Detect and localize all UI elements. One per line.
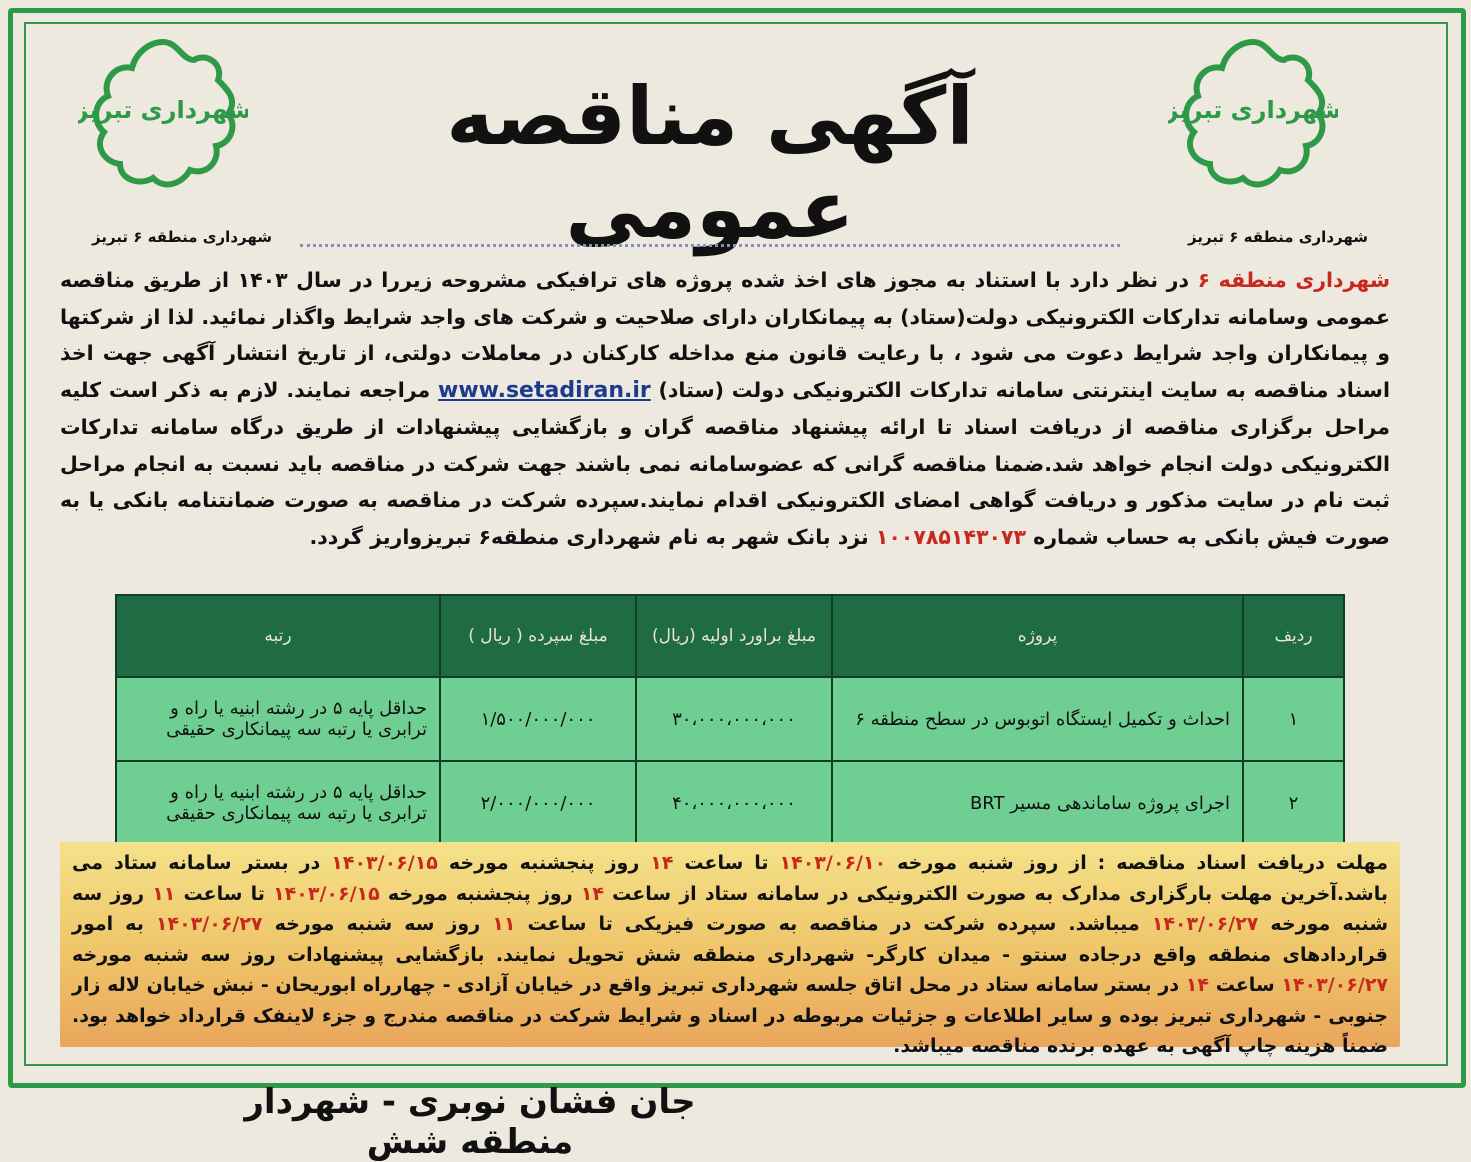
row-deposit: ۱/۵۰۰/۰۰۰/۰۰۰ <box>440 677 636 761</box>
row-estimate: ۴۰،۰۰۰،۰۰۰،۰۰۰ <box>636 761 832 845</box>
deadline-hour: ۱۱ <box>152 882 176 905</box>
notice-paragraph-1: در نظر دارد با استناد به مجوز های اخذ شده پروژه های ترافیکی مشروحه زیررا در سال ۱۴۰۳ از طریق مناقصه عمومی وسامانه تدارکات الکترونیکی دولت(ستاد) به پیمانکاران دارای صلاحیت و شرکت های واجد شرایط واگذار نمائید. لذا از شرکتها و پیمانکاران واجد شرایط دعوت می شود ، با رعایت قانون منع مداخله کارکنان در معاملات دولتی، از تاریخ انتشار آگهی جهت اخذ اسناد مناقصه به سایت اینترنتی سامانه تدارکات الکترونیکی دولت (ستاد) <box>60 268 1390 402</box>
deadline-seg: تا ساعت <box>673 852 780 874</box>
table-row <box>116 761 1344 845</box>
header-deposit: مبلغ سپرده ( ریال ) <box>440 595 636 677</box>
header-idx: ردیف <box>1243 595 1344 677</box>
table-header-row <box>116 595 1344 677</box>
logo-caption-left: شهرداری منطقه ۶ تبریز <box>92 228 273 246</box>
deadline-seg: در بستر سامانه ستاد در محل اتاق جلسه شهرداری تبریز واقع در خیابان آزادی - چهارراه ابوریحان - نبش خیابان لاله زار جنوبی - شهرداری تبریز بوده و سایر اطلاعات و جزئیات مربوطه در اسناد و شرایط شرکت در مناقصه مندرج و جزء لاینفک قرارداد خواهد بود. ضمناً هزینه چاپ آگهی به عهده برنده مناقصه میباشد. <box>72 974 1388 1057</box>
deadline-date: ۱۴۰۳/۰۶/۱۰ <box>779 852 887 874</box>
setadiran-link[interactable]: www.setadiran.ir <box>438 377 651 403</box>
page-title: آگهی مناقصه عمومی <box>446 70 974 256</box>
municipality-logo-left <box>78 30 248 200</box>
row-rank: حداقل پایه ۵ در رشته ابنیه یا راه و ترابری یا رتبه سه پیمانکاری حقیقی <box>116 761 440 845</box>
deadline-seg: به امور قراردادهای منطقه واقع درجاده سنتو - میدان کارگر- شهرداری منطقه شش تحویل نمایند. بازگشایی پیشنهادات روز سه شنبه مورخه <box>72 913 1388 966</box>
flower-logo-icon <box>78 30 248 200</box>
deadline-date: ۱۴۰۳/۰۶/۲۷ <box>1151 913 1259 935</box>
municipality-logo-right <box>1168 30 1338 200</box>
tender-table <box>115 594 1345 846</box>
deadline-text <box>72 848 1388 1062</box>
deadline-seg: روز پنجشنبه مورخه <box>379 882 581 905</box>
notice-paragraph-3: نزد بانک شهر به نام شهرداری منطقه۶ تبریزواریز گردد. <box>309 524 876 549</box>
row-rank: حداقل پایه ۵ در رشته ابنیه یا راه و ترابری یا رتبه سه پیمانکاری حقیقی <box>116 677 440 761</box>
notice-paragraph-2: مراجعه نمایند. لازم به ذکر است کلیه مراحل برگزاری مناقصه از دریافت اسناد تا ارائه پیشنهاد مناقصه گران و بازگشایی پیشنهادات از طریق درگاه سامانه تدارکات الکترونیکی دولت انجام خواهد شد.ضمنا مناقصه گرانی که عضوسامانه نمی باشند جهت شرکت در مناقصه باید نسبت به انجام مراحل ثبت نام در سایت مذکور و دریافت گواهی امضای الکترونیکی اقدام نمایند.سپرده شرکت در مناقصه به صورت ضمانتنامه بانکی یا به صورت فیش بانکی به حساب شماره <box>60 377 1390 549</box>
notice-lead: شهرداری منطقه ۶ <box>1197 268 1390 292</box>
table-row <box>116 677 1344 761</box>
logo-caption-right: شهرداری منطقه ۶ تبریز <box>1188 228 1369 246</box>
deadline-seg: ساعت <box>1209 974 1282 996</box>
deadline-date: ۱۴۰۳/۰۶/۱۵ <box>331 852 438 874</box>
deadline-hour: ۱۴ <box>580 882 605 905</box>
signature: جان فشان نوبری - شهردار منطقه شش <box>244 1082 696 1162</box>
row-idx: ۲ <box>1243 761 1344 845</box>
deadline-hour: ۱۴ <box>1185 974 1209 996</box>
header-rank: رتبه <box>116 595 440 677</box>
row-project: اجرای پروژه ساماندهی مسیر BRT <box>832 761 1243 845</box>
deadline-seg: روز پنجشنبه مورخه <box>437 852 651 874</box>
header-project: پروژه <box>832 595 1243 677</box>
row-idx: ۱ <box>1243 677 1344 761</box>
deadline-hour: ۱۴ <box>650 852 674 874</box>
logo-text-left: شهرداری تبریز <box>78 96 248 124</box>
dotted-divider <box>300 244 1120 247</box>
header-estimate: مبلغ براورد اولیه (ریال) <box>636 595 832 677</box>
deadline-seg: در بستر سامانه ستاد می باشد.آخرین مهلت بارگزاری مدارک به صورت الکترونیکی در سامانه ستاد از ساعت <box>72 852 1388 905</box>
deadline-hour: ۱۱ <box>492 913 516 935</box>
row-estimate: ۳۰،۰۰۰،۰۰۰،۰۰۰ <box>636 677 832 761</box>
notice-body <box>60 262 1390 555</box>
deadline-seg: میباشد. سپرده شرکت در مناقصه به صورت فیزیکی تا ساعت <box>515 913 1152 935</box>
account-number: ۱۰۰۷۸۵۱۴۳۰۷۳ <box>875 524 1027 549</box>
row-deposit: ۲/۰۰۰/۰۰۰/۰۰۰ <box>440 761 636 845</box>
deadline-seg: روز سه شنبه مورخه <box>262 913 493 935</box>
deadline-date: ۱۴۰۳/۰۶/۱۵ <box>273 882 380 905</box>
row-project: احداث و تکمیل ایستگاه اتوبوس در سطح منطقه ۶ <box>832 677 1243 761</box>
deadline-date: ۱۴۰۳/۰۶/۲۷ <box>1281 974 1389 996</box>
deadline-seg: مهلت دریافت اسناد مناقصه : از روز شنبه مورخه <box>886 852 1388 874</box>
deadline-seg: تا ساعت <box>175 882 274 905</box>
logo-text-right: شهرداری تبریز <box>1168 96 1338 124</box>
deadline-seg: روز سه شنبه مورخه <box>72 882 1389 935</box>
deadline-date: ۱۴۰۳/۰۶/۲۷ <box>155 913 263 935</box>
flower-logo-icon <box>1168 30 1338 200</box>
